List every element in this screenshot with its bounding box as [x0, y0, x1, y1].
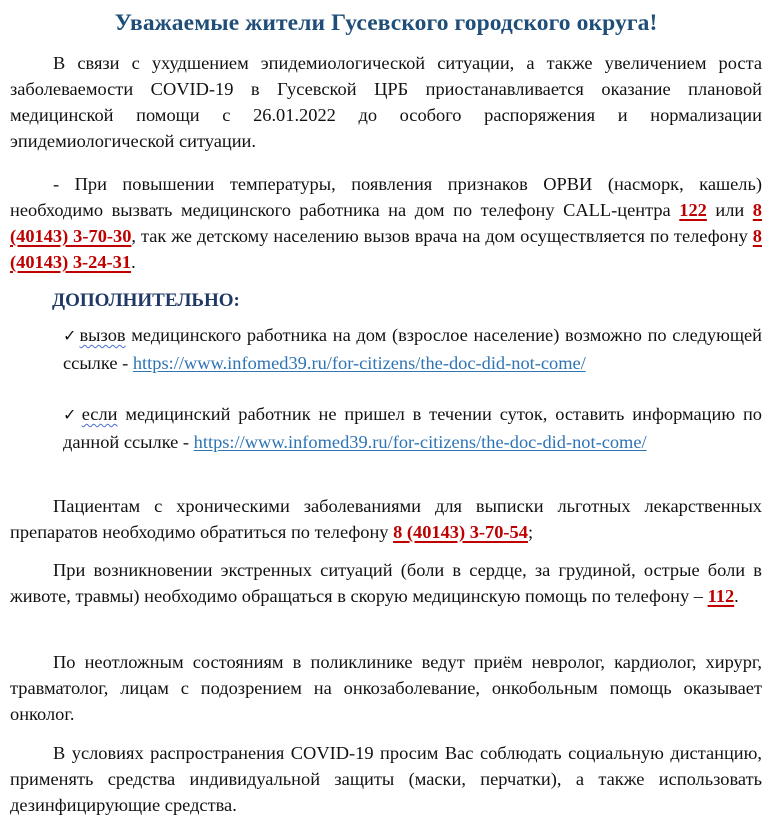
- phone-link-3-70-30[interactable]: 8 (40143) 3-70-30: [10, 200, 762, 246]
- paragraph-text: , так же детскому населению вызов врача на дом осуществляется по телефону: [131, 226, 753, 246]
- paragraph-suspension: [10, 50, 762, 154]
- paragraph-text: - При повышении температуры, появления признаков ОРВИ (насморк, кашель) необходимо вызвать медицинского работника на дом по телефону CALL-центра: [10, 174, 762, 220]
- paragraph-urgent-care: [10, 649, 762, 727]
- paragraph-text: ;: [527, 522, 534, 542]
- checklist-item-home-visit: [63, 322, 762, 376]
- paragraph-text: В связи с ухудшением эпидемиологической ситуации, а также увеличением роста заболеваемости COVID-19 в Гусевской ЦРБ приостанавливается оказание плановой медицинской помощи с 26.01.2022 до особого распоряжения и нормализации эпидемиологической ситуации.: [10, 53, 762, 151]
- spellcheck-word: если: [81, 404, 118, 424]
- paragraph-text: .: [734, 586, 739, 606]
- phone-link-3-70-54[interactable]: 8 (40143) 3-70-54: [393, 522, 528, 542]
- paragraph-call-doctor: [10, 171, 762, 275]
- checkmark-icon: ✓: [63, 328, 78, 345]
- checkmark-icon: ✓: [63, 407, 80, 424]
- checklist-item-no-show: [63, 401, 762, 455]
- paragraph-emergency: [10, 557, 762, 609]
- spellcheck-word: вызов: [79, 325, 126, 345]
- infomed-link-1[interactable]: https://www.infomed39.ru/for-citizens/the-doc-did-not-come/: [132, 353, 586, 373]
- phone-link-112[interactable]: 112: [707, 586, 735, 606]
- paragraph-chronic-patients: [10, 493, 762, 545]
- checklist-text: медицинского работника на дом (взрослое население) возможно по следующей ссылке -: [63, 325, 762, 373]
- paragraph-text: или: [706, 200, 753, 220]
- page-title: Уважаемые жители Гусевского городского округа!: [114, 10, 658, 36]
- section-heading-additional: ДОПОЛНИТЕЛЬНО:: [52, 290, 240, 311]
- phone-link-3-24-31[interactable]: 8 (40143) 3-24-31: [10, 226, 762, 272]
- infomed-link-2[interactable]: https://www.infomed39.ru/for-citizens/the-doc-did-not-come/: [193, 432, 647, 452]
- phone-link-122[interactable]: 122: [679, 200, 707, 220]
- paragraph-text: По неотложным состояниям в поликлинике ведут приём невролог, кардиолог, хирург, травматолог, лицам с подозрением на онкозаболевание, онкобольным помощь оказывает онколог.: [10, 652, 762, 724]
- paragraph-text: В условиях распространения COVID-19 просим Вас соблюдать социальную дистанцию, применять средства индивидуальной защиты (маски, перчатки), а также использовать дезинфицирующие средства.: [10, 743, 762, 815]
- checklist-text: медицинский работник не пришел в течении суток, оставить информацию по данной ссылке -: [63, 404, 762, 452]
- paragraph-covid-precautions: [10, 740, 762, 818]
- paragraph-text: При возникновении экстренных ситуаций (боли в сердце, за грудиной, острые боли в животе, травмы) необходимо обращаться в скорую медицинскую помощь по телефону –: [10, 560, 762, 606]
- paragraph-text: .: [131, 252, 136, 272]
- paragraph-text: Пациентам с хроническими заболеваниями для выписки льготных лекарственных препаратов необходимо обратиться по телефону: [10, 496, 762, 542]
